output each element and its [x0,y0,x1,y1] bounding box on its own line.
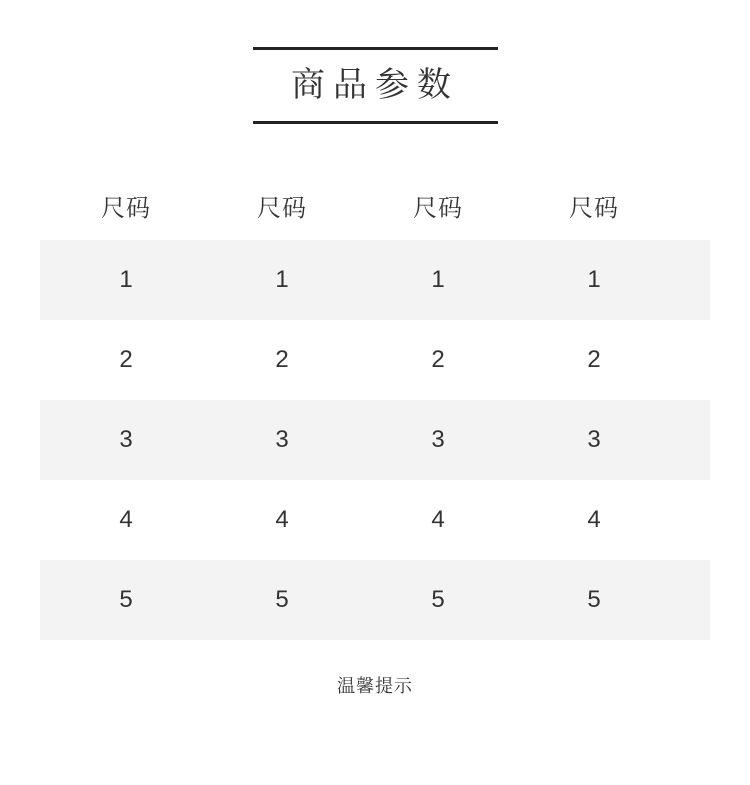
table-cell: 2 [431,346,445,373]
table-cell: 3 [275,426,289,453]
table-cell: 5 [431,586,445,613]
table-row [40,240,710,320]
column-header: 尺码 [413,194,463,222]
table-cell: 1 [119,266,133,293]
table-row [40,480,710,560]
table-cell: 3 [119,426,133,453]
table-row [40,320,710,400]
table-cell: 1 [587,266,601,293]
column-header: 尺码 [569,194,619,222]
table-cell: 3 [431,426,445,453]
table-header-row [40,170,710,240]
product-parameters-table [40,170,710,640]
table-row [40,560,710,640]
table-cell: 5 [275,586,289,613]
table-body [40,240,710,640]
table-cell: 2 [275,346,289,373]
table-cell: 1 [431,266,445,293]
table-cell: 2 [587,346,601,373]
table-cell: 5 [587,586,601,613]
table-cell: 4 [119,506,133,533]
title-rule-bottom [253,121,498,124]
column-header: 尺码 [101,194,151,222]
column-header: 尺码 [257,194,307,222]
footer-note: 温馨提示 [337,676,413,696]
table-cell: 2 [119,346,133,373]
table-cell: 1 [275,266,289,293]
page-title: 商品参数 [291,66,459,104]
table-cell: 3 [587,426,601,453]
title-block [253,47,498,124]
table-cell: 5 [119,586,133,613]
table-cell: 4 [587,506,601,533]
table-row [40,400,710,480]
table-cell: 4 [275,506,289,533]
table-cell: 4 [431,506,445,533]
